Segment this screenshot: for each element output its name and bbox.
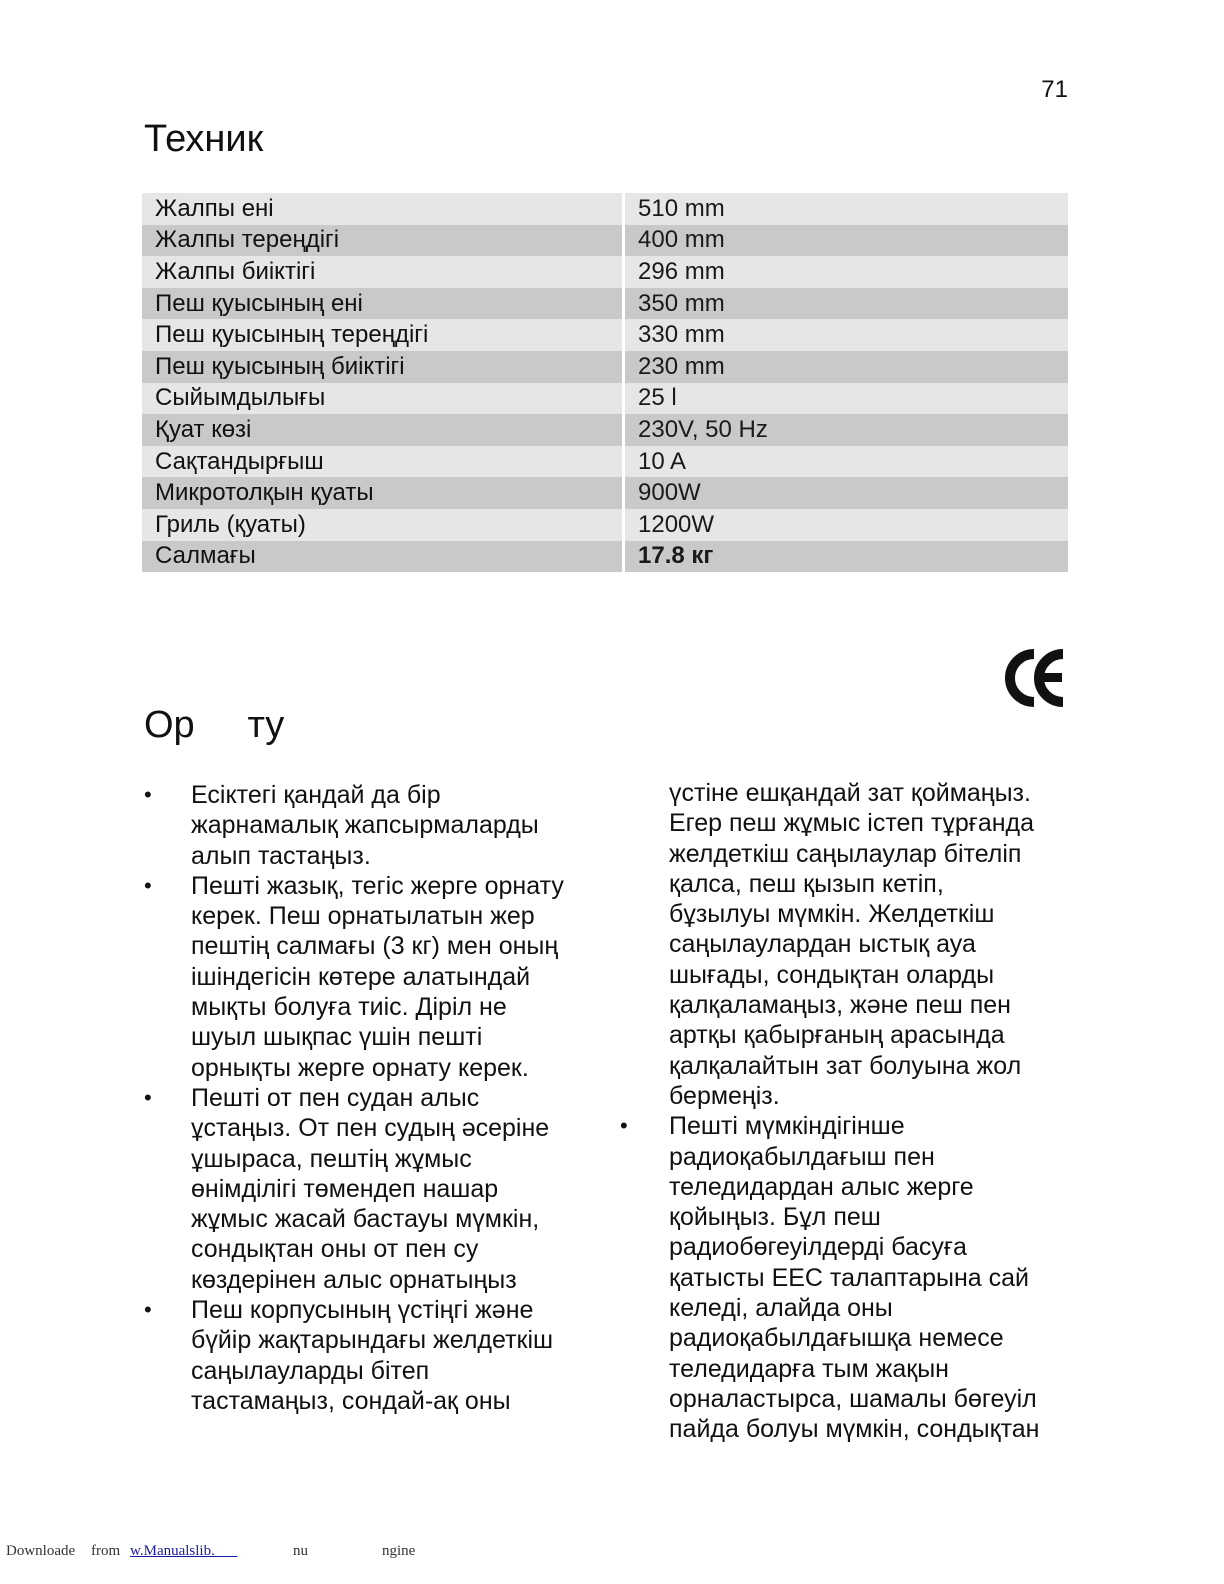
spec-label: Жалпы биіктігі bbox=[142, 256, 624, 288]
spec-row bbox=[142, 288, 1068, 320]
text-line: артқы қабырғаның арасында bbox=[669, 1021, 1005, 1050]
bullet-line: Пешті от пен судан алыс bbox=[191, 1083, 480, 1112]
spec-label: Пеш қуысының ені bbox=[142, 288, 624, 320]
bullet-line: керек. Пеш орнатылатын жер bbox=[191, 902, 535, 931]
spec-row bbox=[142, 351, 1068, 383]
bullet-line: сондықтан оны от пен су bbox=[191, 1235, 479, 1264]
bullet-line: тастамаңыз, сондай-ақ оны bbox=[191, 1386, 511, 1415]
text-line: қалса, пеш қызып кетіп, bbox=[669, 869, 944, 898]
install-heading: Ор ту bbox=[144, 704, 285, 746]
text-line: қалқалайтын зат болуына жол bbox=[669, 1051, 1022, 1080]
spec-value: 350 mm bbox=[624, 288, 1069, 320]
text-line: пайда болуы мүмкін, сондықтан bbox=[669, 1415, 1040, 1444]
spec-value: 510 mm bbox=[624, 193, 1069, 225]
text-line: желдеткіш саңылаулар бітеліп bbox=[669, 839, 1022, 868]
spec-value: 230 mm bbox=[624, 351, 1069, 383]
bullet-item bbox=[144, 1083, 604, 1295]
spec-row bbox=[142, 414, 1068, 446]
footer-downloaded: Downloade bbox=[6, 1543, 76, 1559]
bullet-line: мықты болуға тиіс. Діріл не bbox=[191, 993, 507, 1022]
text-line: бермеңіз. bbox=[669, 1081, 780, 1110]
install-left-column bbox=[144, 780, 604, 1416]
spec-value: 296 mm bbox=[624, 256, 1069, 288]
spec-label: Пеш қуысының тереңдігі bbox=[142, 319, 624, 351]
text-line: радиоқабылдағыш пен bbox=[669, 1142, 935, 1171]
text-line: Пешті мүмкіндігінше bbox=[669, 1112, 905, 1141]
spec-row bbox=[142, 446, 1068, 478]
install-right-column bbox=[620, 778, 1060, 1445]
spec-label: Қуат көзі bbox=[142, 414, 624, 446]
bullet-line: жарнамалық жапсырмаларды bbox=[191, 811, 539, 840]
tech-heading: Техник bbox=[144, 118, 264, 160]
text-line: радиоқабылдағышқа немесе bbox=[669, 1324, 1004, 1353]
page-number: 71 bbox=[1041, 76, 1068, 103]
text-line: қойыңыз. Бұл пеш bbox=[669, 1203, 881, 1232]
text-line: радиобөгеуілдерді басуға bbox=[669, 1233, 967, 1262]
bullet-line: Пеш корпусының үстіңгі және bbox=[191, 1296, 534, 1325]
spec-label: Жалпы тереңдігі bbox=[142, 225, 624, 257]
spec-table bbox=[142, 193, 1068, 572]
bullet-item bbox=[144, 871, 604, 1083]
spec-label: Пеш қуысының биіктігі bbox=[142, 351, 624, 383]
spec-label: Микротолқын қуаты bbox=[142, 477, 624, 509]
bullet-line: пештің салмағы (3 кг) мен оның bbox=[191, 932, 559, 961]
text-line: орналастырса, шамалы бөгеуіл bbox=[669, 1384, 1037, 1413]
text-line: қатысты ЕЕС талаптарына сай bbox=[669, 1263, 1029, 1292]
footer-nu: nu bbox=[293, 1543, 308, 1559]
spec-row bbox=[142, 477, 1068, 509]
spec-value: 25 l bbox=[624, 383, 1069, 415]
footer-engine: ngine bbox=[382, 1543, 416, 1559]
ce-mark-icon bbox=[1005, 648, 1067, 708]
spec-label: Сыйымдылығы bbox=[142, 383, 624, 415]
spec-row bbox=[142, 256, 1068, 288]
bullet-line: ішіндегісін көтере алатындай bbox=[191, 962, 531, 991]
spec-value: 400 mm bbox=[624, 225, 1069, 257]
text-line: үстіне ешқандай зат қоймаңыз. bbox=[669, 779, 1031, 807]
text-line: шығады, сондықтан оларды bbox=[669, 960, 995, 989]
spec-label: Гриль (қуаты) bbox=[142, 509, 624, 541]
text-line: Егер пеш жұмыс істеп тұрғанда bbox=[669, 809, 1035, 838]
bullet-line: орнықты жерге орнату керек. bbox=[191, 1053, 529, 1082]
spec-value: 17.8 кг bbox=[624, 541, 1069, 573]
bullet-item bbox=[620, 1111, 1060, 1444]
footer-from: from bbox=[91, 1543, 121, 1559]
bullet-line: Пешті жазық, тегіс жерге орнату bbox=[191, 871, 564, 900]
bullet-line: жұмыс жасай бастауы мүмкін, bbox=[191, 1205, 540, 1234]
bullet-line: бүйір жақтарындағы желдеткіш bbox=[191, 1326, 554, 1355]
spec-row bbox=[142, 383, 1068, 415]
bullet-line: саңылауларды бітеп bbox=[191, 1356, 430, 1385]
bullet-line: ұстаңыз. От пен судың әсеріне bbox=[191, 1114, 550, 1143]
spec-value: 230V, 50 Hz bbox=[624, 414, 1069, 446]
text-line: бұзылуы мүмкін. Желдеткіш bbox=[669, 900, 995, 929]
spec-value: 330 mm bbox=[624, 319, 1069, 351]
bullet-line: өнімділігі төмендеп нашар bbox=[191, 1174, 499, 1203]
spec-row bbox=[142, 193, 1068, 225]
spec-row bbox=[142, 225, 1068, 257]
spec-value: 1200W bbox=[624, 509, 1069, 541]
text-line: теледидардан алыс жерге bbox=[669, 1172, 974, 1201]
text-line: келеді, алайда оны bbox=[669, 1294, 893, 1323]
bullet-line: көздерінен алыс орнатыңыз bbox=[191, 1265, 517, 1294]
manualslib-link[interactable]: w.Manualslib. bbox=[130, 1543, 215, 1559]
bullet-line: шуыл шықпас үшін пешті bbox=[191, 1023, 483, 1052]
text-line: теледидарға тым жақын bbox=[669, 1354, 949, 1383]
spec-row bbox=[142, 319, 1068, 351]
continuation-paragraph bbox=[620, 778, 1060, 1111]
bullet-line: Есіктегі қандай да бір bbox=[191, 781, 441, 809]
bullet-item bbox=[144, 1295, 604, 1416]
spec-label: Сақтандырғыш bbox=[142, 446, 624, 478]
spec-label: Салмағы bbox=[142, 541, 624, 573]
text-line: қалқаламаңыз, және пеш пен bbox=[669, 991, 1011, 1020]
bullet-line: алып тастаңыз. bbox=[191, 841, 371, 870]
spec-label: Жалпы ені bbox=[142, 193, 624, 225]
spec-value: 10 A bbox=[624, 446, 1069, 478]
spec-row bbox=[142, 541, 1068, 573]
bullet-line: ұшыраса, пештің жұмыс bbox=[191, 1144, 472, 1173]
text-line: саңылаулардан ыстық ауа bbox=[669, 930, 976, 959]
bullet-item bbox=[144, 780, 604, 871]
spec-row bbox=[142, 509, 1068, 541]
spec-value: 900W bbox=[624, 477, 1069, 509]
